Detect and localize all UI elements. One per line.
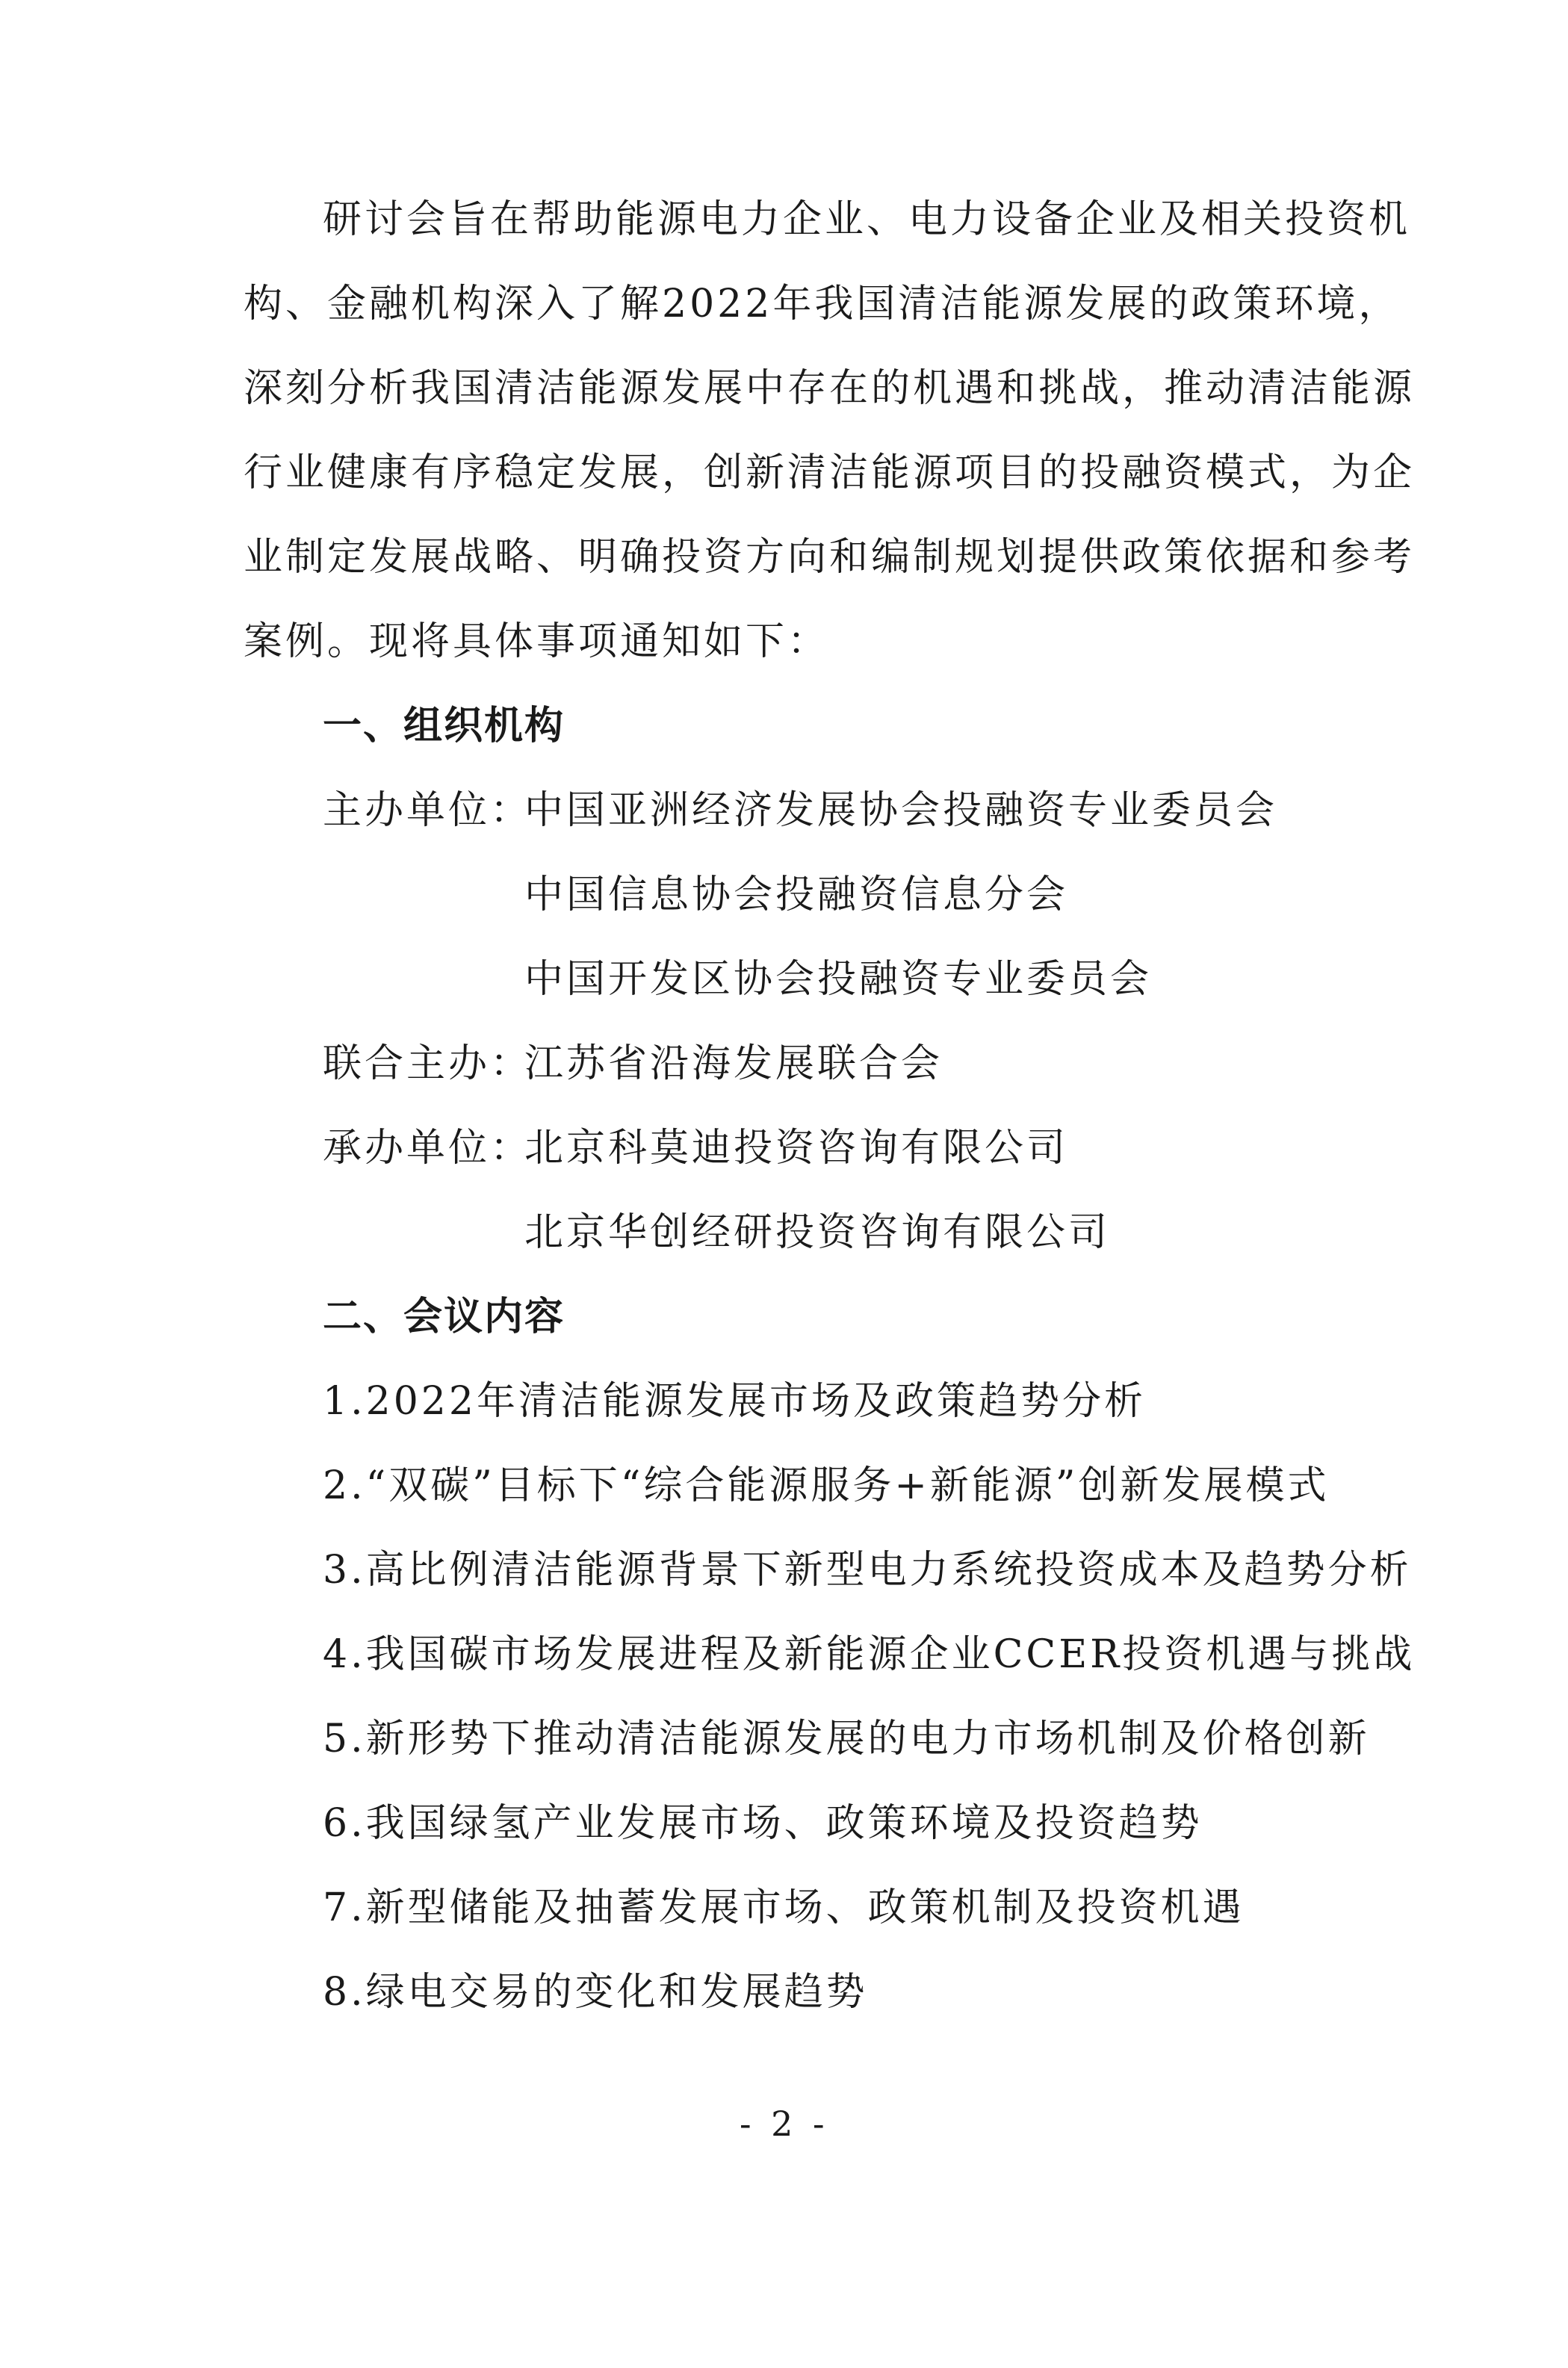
intro-line: 案例。现将具体事项通知如下： xyxy=(244,619,830,664)
host-name: 中国亚洲经济发展协会投融资专业委员会 xyxy=(524,788,1278,833)
section-heading-organization: 一、组织机构 xyxy=(323,704,565,748)
organizer-name: 北京华创经研投资咨询有限公司 xyxy=(524,1210,1111,1255)
agenda-item: 6.我国绿氢产业发展市场、政策环境及投资趋势 xyxy=(323,1801,1203,1846)
host-label: 主办单位： xyxy=(323,788,533,833)
intro-line: 构、金融机构深入了解2022年我国清洁能源发展的政策环境， xyxy=(244,282,1401,326)
page-number: - 2 - xyxy=(740,2104,829,2144)
agenda-item: 3.高比例清洁能源背景下新型电力系统投资成本及趋势分析 xyxy=(323,1548,1412,1593)
cohost-label: 联合主办： xyxy=(323,1041,533,1086)
host-name: 中国信息协会投融资信息分会 xyxy=(524,872,1069,917)
intro-line: 业制定发展战略、明确投资方向和编制规划提供政策依据和参考 xyxy=(244,535,1416,580)
agenda-item: 2.“双碳”目标下“综合能源服务+新能源”创新发展模式 xyxy=(323,1463,1330,1508)
organizer-name: 北京科莫迪投资咨询有限公司 xyxy=(524,1126,1069,1171)
agenda-item: 5.新形势下推动清洁能源发展的电力市场机制及价格创新 xyxy=(323,1717,1370,1761)
intro-line: 研讨会旨在帮助能源电力企业、电力设备企业及相关投资机 xyxy=(323,197,1411,242)
agenda-item: 8.绿电交易的变化和发展趋势 xyxy=(323,1970,868,2015)
intro-line: 行业健康有序稳定发展，创新清洁能源项目的投融资模式，为企 xyxy=(244,450,1416,495)
intro-line: 深刻分析我国清洁能源发展中存在的机遇和挑战，推动清洁能源 xyxy=(244,366,1416,411)
organizer-label: 承办单位： xyxy=(323,1126,533,1171)
host-name: 中国开发区协会投融资专业委员会 xyxy=(524,957,1153,1002)
cohost-name: 江苏省沿海发展联合会 xyxy=(524,1041,943,1086)
section-heading-content: 二、会议内容 xyxy=(323,1295,565,1339)
agenda-item: 4.我国碳市场发展进程及新能源企业CCER投资机遇与挑战 xyxy=(323,1632,1416,1677)
agenda-item: 7.新型储能及抽蓄发展市场、政策机制及投资机遇 xyxy=(323,1885,1245,1930)
agenda-item: 1.2022年清洁能源发展市场及政策趋势分析 xyxy=(323,1379,1146,1424)
